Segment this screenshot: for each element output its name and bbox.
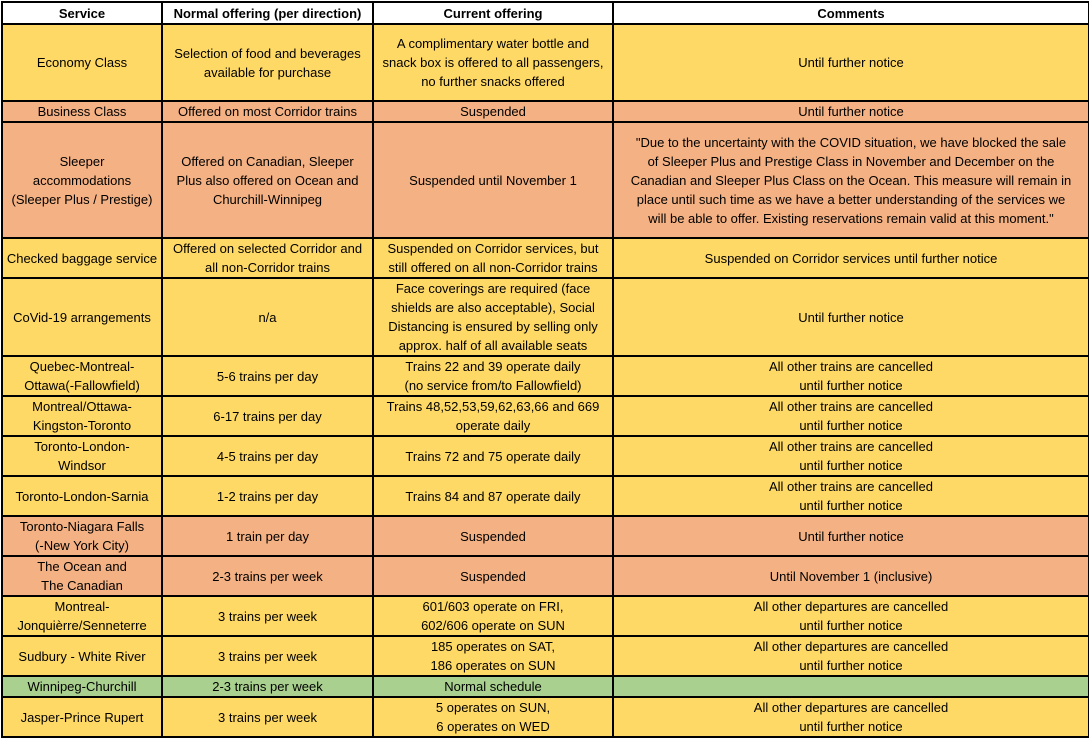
cell-current: Suspended (373, 556, 613, 596)
cell-service: Quebec-Montreal- Ottawa(-Fallowfield) (2, 356, 162, 396)
table-row (2, 516, 1089, 556)
cell-service: Jasper-Prince Rupert (2, 697, 162, 737)
cell-service: Business Class (2, 101, 162, 122)
cell-current: Suspended until November 1 (373, 122, 613, 238)
cell-comments: All other trains are cancelled until further notice (613, 356, 1089, 396)
table-row (2, 122, 1089, 238)
cell-normal: 3 trains per week (162, 697, 373, 737)
cell-comments (613, 676, 1089, 697)
cell-current: Trains 72 and 75 operate daily (373, 436, 613, 476)
table-body (2, 24, 1089, 737)
table-row (2, 24, 1089, 101)
cell-normal: 2-3 trains per week (162, 676, 373, 697)
header-service: Service (2, 2, 162, 24)
cell-service: The Ocean and The Canadian (2, 556, 162, 596)
service-table (1, 1, 1089, 738)
cell-comments: All other trains are cancelled until further notice (613, 436, 1089, 476)
cell-service: Economy Class (2, 24, 162, 101)
cell-current: Normal schedule (373, 676, 613, 697)
cell-comments: Until November 1 (inclusive) (613, 556, 1089, 596)
cell-current: 601/603 operate on FRI, 602/606 operate on SUN (373, 596, 613, 636)
table-row (2, 238, 1089, 278)
cell-service: Montreal/Ottawa- Kingston-Toronto (2, 396, 162, 436)
cell-normal: 4-5 trains per day (162, 436, 373, 476)
cell-comments: Until further notice (613, 24, 1089, 101)
cell-current: A complimentary water bottle and snack box is offered to all passengers, no further snacks offered (373, 24, 613, 101)
cell-normal: Offered on most Corridor trains (162, 101, 373, 122)
table-row (2, 436, 1089, 476)
table-row (2, 476, 1089, 516)
cell-comments: All other departures are cancelled until further notice (613, 636, 1089, 676)
cell-normal: 1-2 trains per day (162, 476, 373, 516)
cell-normal: Offered on selected Corridor and all non-Corridor trains (162, 238, 373, 278)
table-row (2, 356, 1089, 396)
cell-comments: Until further notice (613, 278, 1089, 356)
cell-current: 5 operates on SUN, 6 operates on WED (373, 697, 613, 737)
table-row (2, 556, 1089, 596)
cell-current: Trains 84 and 87 operate daily (373, 476, 613, 516)
cell-current: Suspended on Corridor services, but still offered on all non-Corridor trains (373, 238, 613, 278)
cell-normal: 1 train per day (162, 516, 373, 556)
table-row (2, 676, 1089, 697)
cell-comments: All other departures are cancelled until further notice (613, 697, 1089, 737)
cell-service: Toronto-London- Windsor (2, 436, 162, 476)
cell-current: 185 operates on SAT, 186 operates on SUN (373, 636, 613, 676)
cell-service: Toronto-London-Sarnia (2, 476, 162, 516)
cell-normal: 6-17 trains per day (162, 396, 373, 436)
table-row (2, 596, 1089, 636)
cell-comments: All other trains are cancelled until further notice (613, 476, 1089, 516)
cell-current: Face coverings are required (face shields are also acceptable), Social Distancing is ensured by selling only approx. half of all available seats (373, 278, 613, 356)
cell-comments: All other departures are cancelled until further notice (613, 596, 1089, 636)
cell-normal: n/a (162, 278, 373, 356)
cell-normal: 2-3 trains per week (162, 556, 373, 596)
table-row (2, 697, 1089, 737)
header-comments: Comments (613, 2, 1089, 24)
cell-normal: Offered on Canadian, Sleeper Plus also offered on Ocean and Churchill-Winnipeg (162, 122, 373, 238)
cell-service: CoVid-19 arrangements (2, 278, 162, 356)
cell-current: Trains 22 and 39 operate daily (no service from/to Fallowfield) (373, 356, 613, 396)
cell-current: Trains 48,52,53,59,62,63,66 and 669 operate daily (373, 396, 613, 436)
cell-comments: All other trains are cancelled until further notice (613, 396, 1089, 436)
header-row (2, 2, 1089, 24)
table-row (2, 278, 1089, 356)
cell-current: Suspended (373, 101, 613, 122)
cell-normal: 5-6 trains per day (162, 356, 373, 396)
cell-service: Winnipeg-Churchill (2, 676, 162, 697)
cell-normal: 3 trains per week (162, 596, 373, 636)
cell-service: Toronto-Niagara Falls (-New York City) (2, 516, 162, 556)
table-row (2, 396, 1089, 436)
cell-normal: Selection of food and beverages available for purchase (162, 24, 373, 101)
cell-service: Sudbury - White River (2, 636, 162, 676)
table-row (2, 636, 1089, 676)
cell-current: Suspended (373, 516, 613, 556)
cell-comments: Until further notice (613, 101, 1089, 122)
cell-comments: Suspended on Corridor services until further notice (613, 238, 1089, 278)
header-current-offering: Current offering (373, 2, 613, 24)
cell-normal: 3 trains per week (162, 636, 373, 676)
cell-service: Sleeper accommodations (Sleeper Plus / Prestige) (2, 122, 162, 238)
header-normal-offering: Normal offering (per direction) (162, 2, 373, 24)
cell-comments: "Due to the uncertainty with the COVID situation, we have blocked the sale of Sleeper Plus and Prestige Class in November and December on the Canadian and Sleeper Plus Class on the Ocean. This measure will remain in place until such time as we have a better understanding of the services we will be able to offer. Existing reservations remain valid at this moment." (613, 122, 1089, 238)
cell-comments: Until further notice (613, 516, 1089, 556)
table-row (2, 101, 1089, 122)
cell-service: Montreal- Jonquièrre/Senneterre (2, 596, 162, 636)
cell-service: Checked baggage service (2, 238, 162, 278)
